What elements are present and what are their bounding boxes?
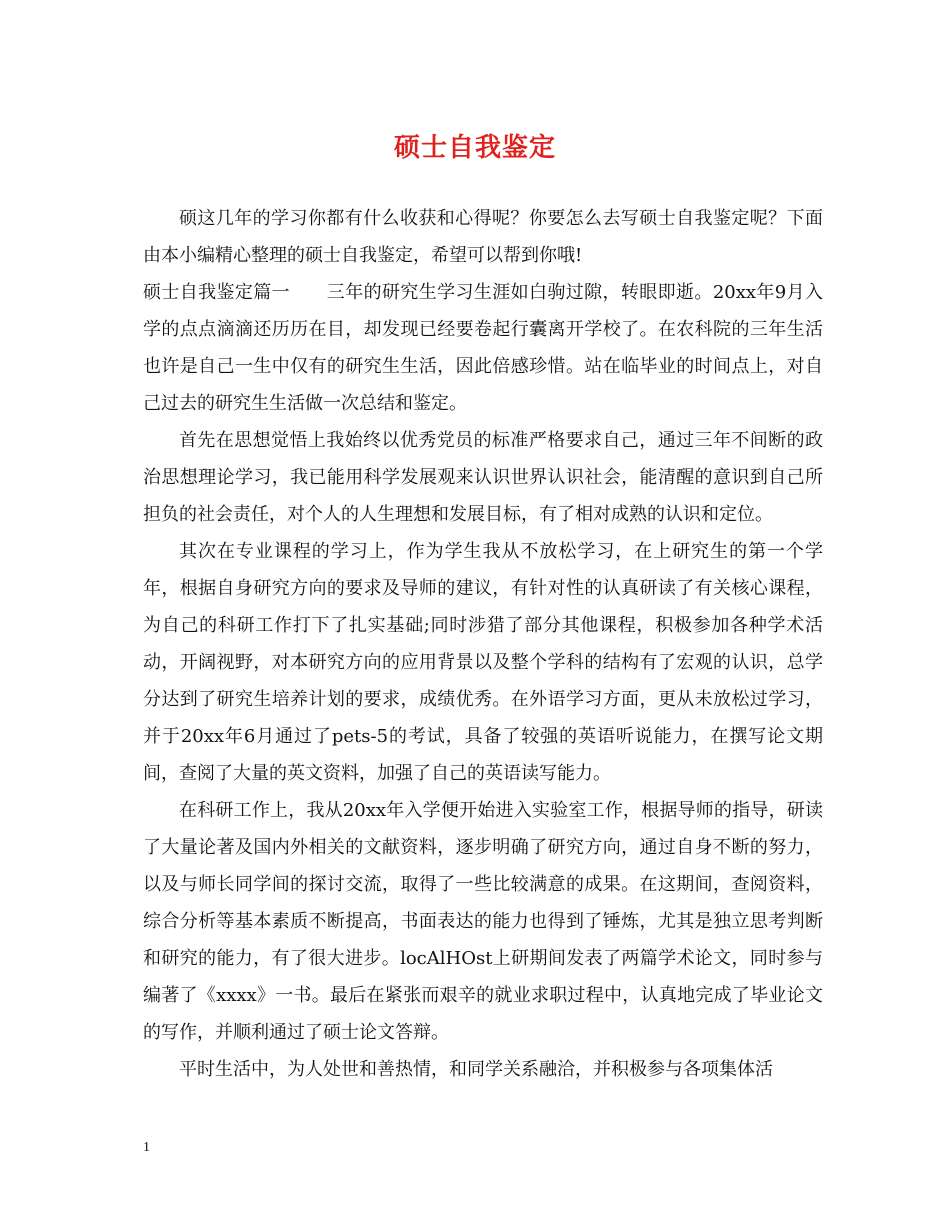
- paragraph: 硕这几年的学习你都有什么收获和心得呢？你要怎么去写硕士自我鉴定呢？下面由本小编精心整理的硕士自我鉴定，希望可以帮到你哦!: [143, 208, 823, 266]
- paragraph: 硕士自我鉴定篇一 三年的研究生学习生涯如白驹过隙，转眼即逝。20xx年9月入学的点点滴滴还历历在目，却发现已经要卷起行囊离开学校了。在农科院的三年生活也许是自己一生中仅有的研究生生活，因此倍感珍惜。站在临毕业的时间点上，对自己过去的研究生生活做一次总结和鉴定。: [143, 282, 823, 414]
- page-number: 1: [143, 1140, 150, 1155]
- paragraph: 平时生活中，为人处世和善热情，和同学关系融洽，并积极参与各项集体活: [179, 1059, 773, 1080]
- page-title: 硕士自我鉴定: [393, 133, 556, 163]
- paragraph: 其次在专业课程的学习上，作为学生我从不放松学习，在上研究生的第一个学年，根据自身研究方向的要求及导师的建议，有针对性的认真研读了有关核心课程，为自己的科研工作打下了扎实基础;同时涉猎了部分其他课程，积极参加各种学术活动，开阔视野，对本研究方向的应用背景以及整个学科的结构有了宏观的认识，总学分达到了研究生培养计划的要求，成绩优秀。在外语学习方面，更从未放松过学习，并于20xx年6月通过了pets-5的考试，具备了较强的英语听说能力，在撰写论文期间，查阅了大量的英文资料，加强了自己的英语读写能力。: [143, 541, 823, 784]
- paragraph: 在科研工作上，我从20xx年入学便开始进入实验室工作，根据导师的指导，研读了大量论著及国内外相关的文献资料，逐步明确了研究方向，通过自身不断的努力，以及与师长同学间的探讨交流，取得了一些比较满意的成果。在这期间，查阅资料，综合分析等基本素质不断提高，书面表达的能力也得到了锤炼，尤其是独立思考判断和研究的能力，有了很大进步。locAlHOst上研期间发表了两篇学术论文，同时参与编著了《xxxx》一书。最后在紧张而艰辛的就业求职过程中，认真地完成了毕业论文的写作，并顺利通过了硕士论文答辩。: [143, 800, 823, 1043]
- document-body: [143, 200, 823, 1088]
- paragraph: 首先在思想觉悟上我始终以优秀党员的标准严格要求自己，通过三年不间断的政治思想理论学习，我已能用科学发展观来认识世界认识社会，能清醒的意识到自己所担负的社会责任，对个人的人生理想和发展目标，有了相对成熟的认识和定位。: [143, 430, 823, 525]
